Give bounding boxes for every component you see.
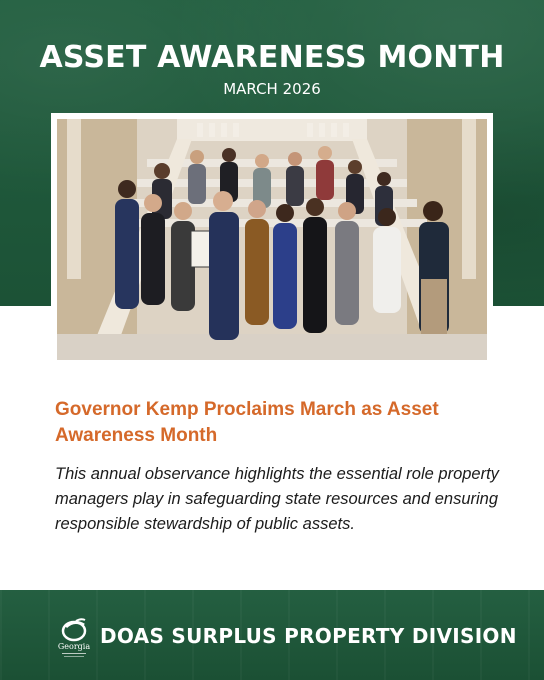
photo-frame bbox=[51, 113, 493, 366]
group-photo-icon bbox=[57, 119, 487, 360]
page-title: ASSET AWARENESS MONTH bbox=[39, 40, 505, 75]
division-name: DOAS SURPLUS PROPERTY DIVISION bbox=[100, 624, 517, 648]
article-headline: Governor Kemp Proclaims March as Asset Awareness Month bbox=[55, 399, 439, 446]
group-photo bbox=[57, 119, 487, 360]
logo-text: Georgia bbox=[57, 642, 91, 651]
page-subtitle: MARCH 2026 bbox=[223, 80, 321, 98]
georgia-peach-logo-icon bbox=[56, 617, 92, 661]
article-body: This annual observance highlights the essential role property managers play in safeguarding state resources and ensuring responsible stewardship of public assets. bbox=[55, 465, 499, 533]
